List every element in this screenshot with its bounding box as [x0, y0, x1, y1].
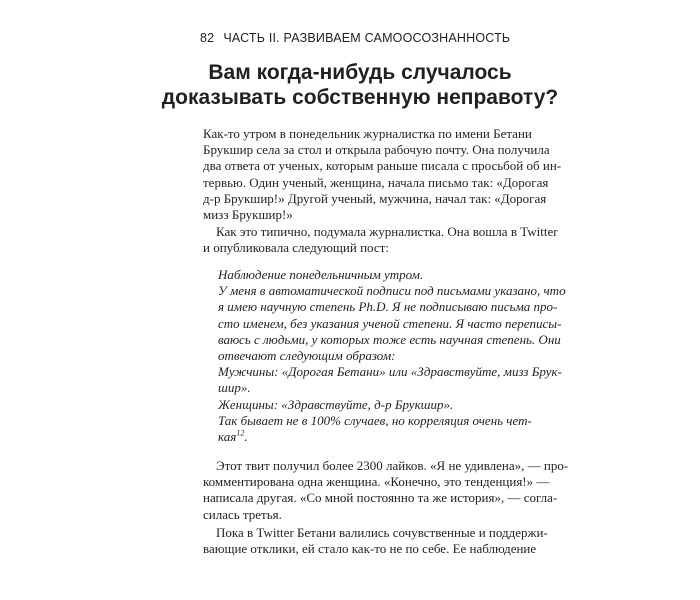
text-line: тервью. Один ученый, женщина, начала письмо так: «Дорогая — [203, 174, 549, 190]
quote-line-last — [218, 429, 520, 445]
quote-line: ваюсь с людьми, у которых тоже есть научная степень. Они — [218, 331, 561, 347]
quote-line: Наблюдение понедельничным утром. — [218, 267, 424, 282]
page-number: 82 — [200, 31, 215, 45]
paragraph-1 — [203, 126, 562, 223]
text-line: д-р Брукшир!» Другой ученый, мужчина, начал так: «Дорогая — [203, 190, 547, 206]
quote-line: я имею научную степень Ph.D. Я не подписываю письма про- — [218, 299, 558, 315]
text-line: Как это типично, подумала журналистка. Она вошла в Twitter — [216, 224, 558, 239]
text-line: Пока в Twitter Бетани валились сочувственные и поддержи- — [216, 525, 548, 540]
section-title-line-1: Вам когда-нибудь случалось — [208, 61, 512, 84]
quote-line: шир». — [218, 380, 251, 396]
paragraph-4 — [203, 525, 548, 557]
section-title — [150, 60, 570, 110]
text-line: Этот твит получил более 2300 лайков. «Я не удивлена», — про- — [216, 458, 569, 473]
paragraph-2 — [203, 224, 558, 256]
quote-line: сто именем, без указания ученой степени. Я часто переписы- — [218, 315, 562, 331]
footnote-marker: 12 — [236, 428, 245, 438]
quote-end-punct: . — [244, 429, 248, 445]
text-line: два ответа от ученых, которым раньше писала с просьбой об ин- — [203, 158, 562, 174]
text-line: комментирована одна женщина. «Конечно, это тенденция!» — — [203, 474, 550, 490]
text-line: Брукшир села за стол и открыла рабочую почту. Она получила — [203, 142, 550, 158]
section-title-line-2: доказывать собственную неправоту? — [161, 86, 559, 109]
quote-line: Мужчины: «Дорогая Бетани» или «Здравствуйте, мизз Брук- — [218, 364, 562, 380]
text-line: силась третья. — [203, 506, 282, 522]
quote-line: отвечают следующим образом: — [218, 348, 396, 364]
quote-line: Так бывает не в 100% случаев, но корреляция очень чет- — [218, 412, 532, 428]
paragraph-3 — [203, 458, 569, 523]
text-line: мизз Брукшир!» — [203, 207, 293, 223]
text-line: вающие отклики, ей стало как-то не по себе. Ее наблюдение — [203, 541, 537, 557]
quote-line: Женщины: «Здравствуйте, д-р Брукшир». — [218, 396, 454, 412]
tweet-quote — [218, 267, 566, 445]
quote-line-text: кая — [218, 429, 237, 445]
text-line: и опубликовала следующий пост: — [203, 240, 389, 256]
running-header — [200, 31, 510, 45]
text-line: написала другая. «Со мной постоянно та же история», — согла- — [203, 490, 558, 506]
quote-line: У меня в автоматической подписи под письмами указано, что — [218, 283, 566, 299]
text-line: Как-то утром в понедельник журналистка по имени Бетани — [203, 126, 532, 141]
running-title: ЧАСТЬ II. РАЗВИВАЕМ САМООСОЗНАННОСТЬ — [223, 31, 511, 45]
